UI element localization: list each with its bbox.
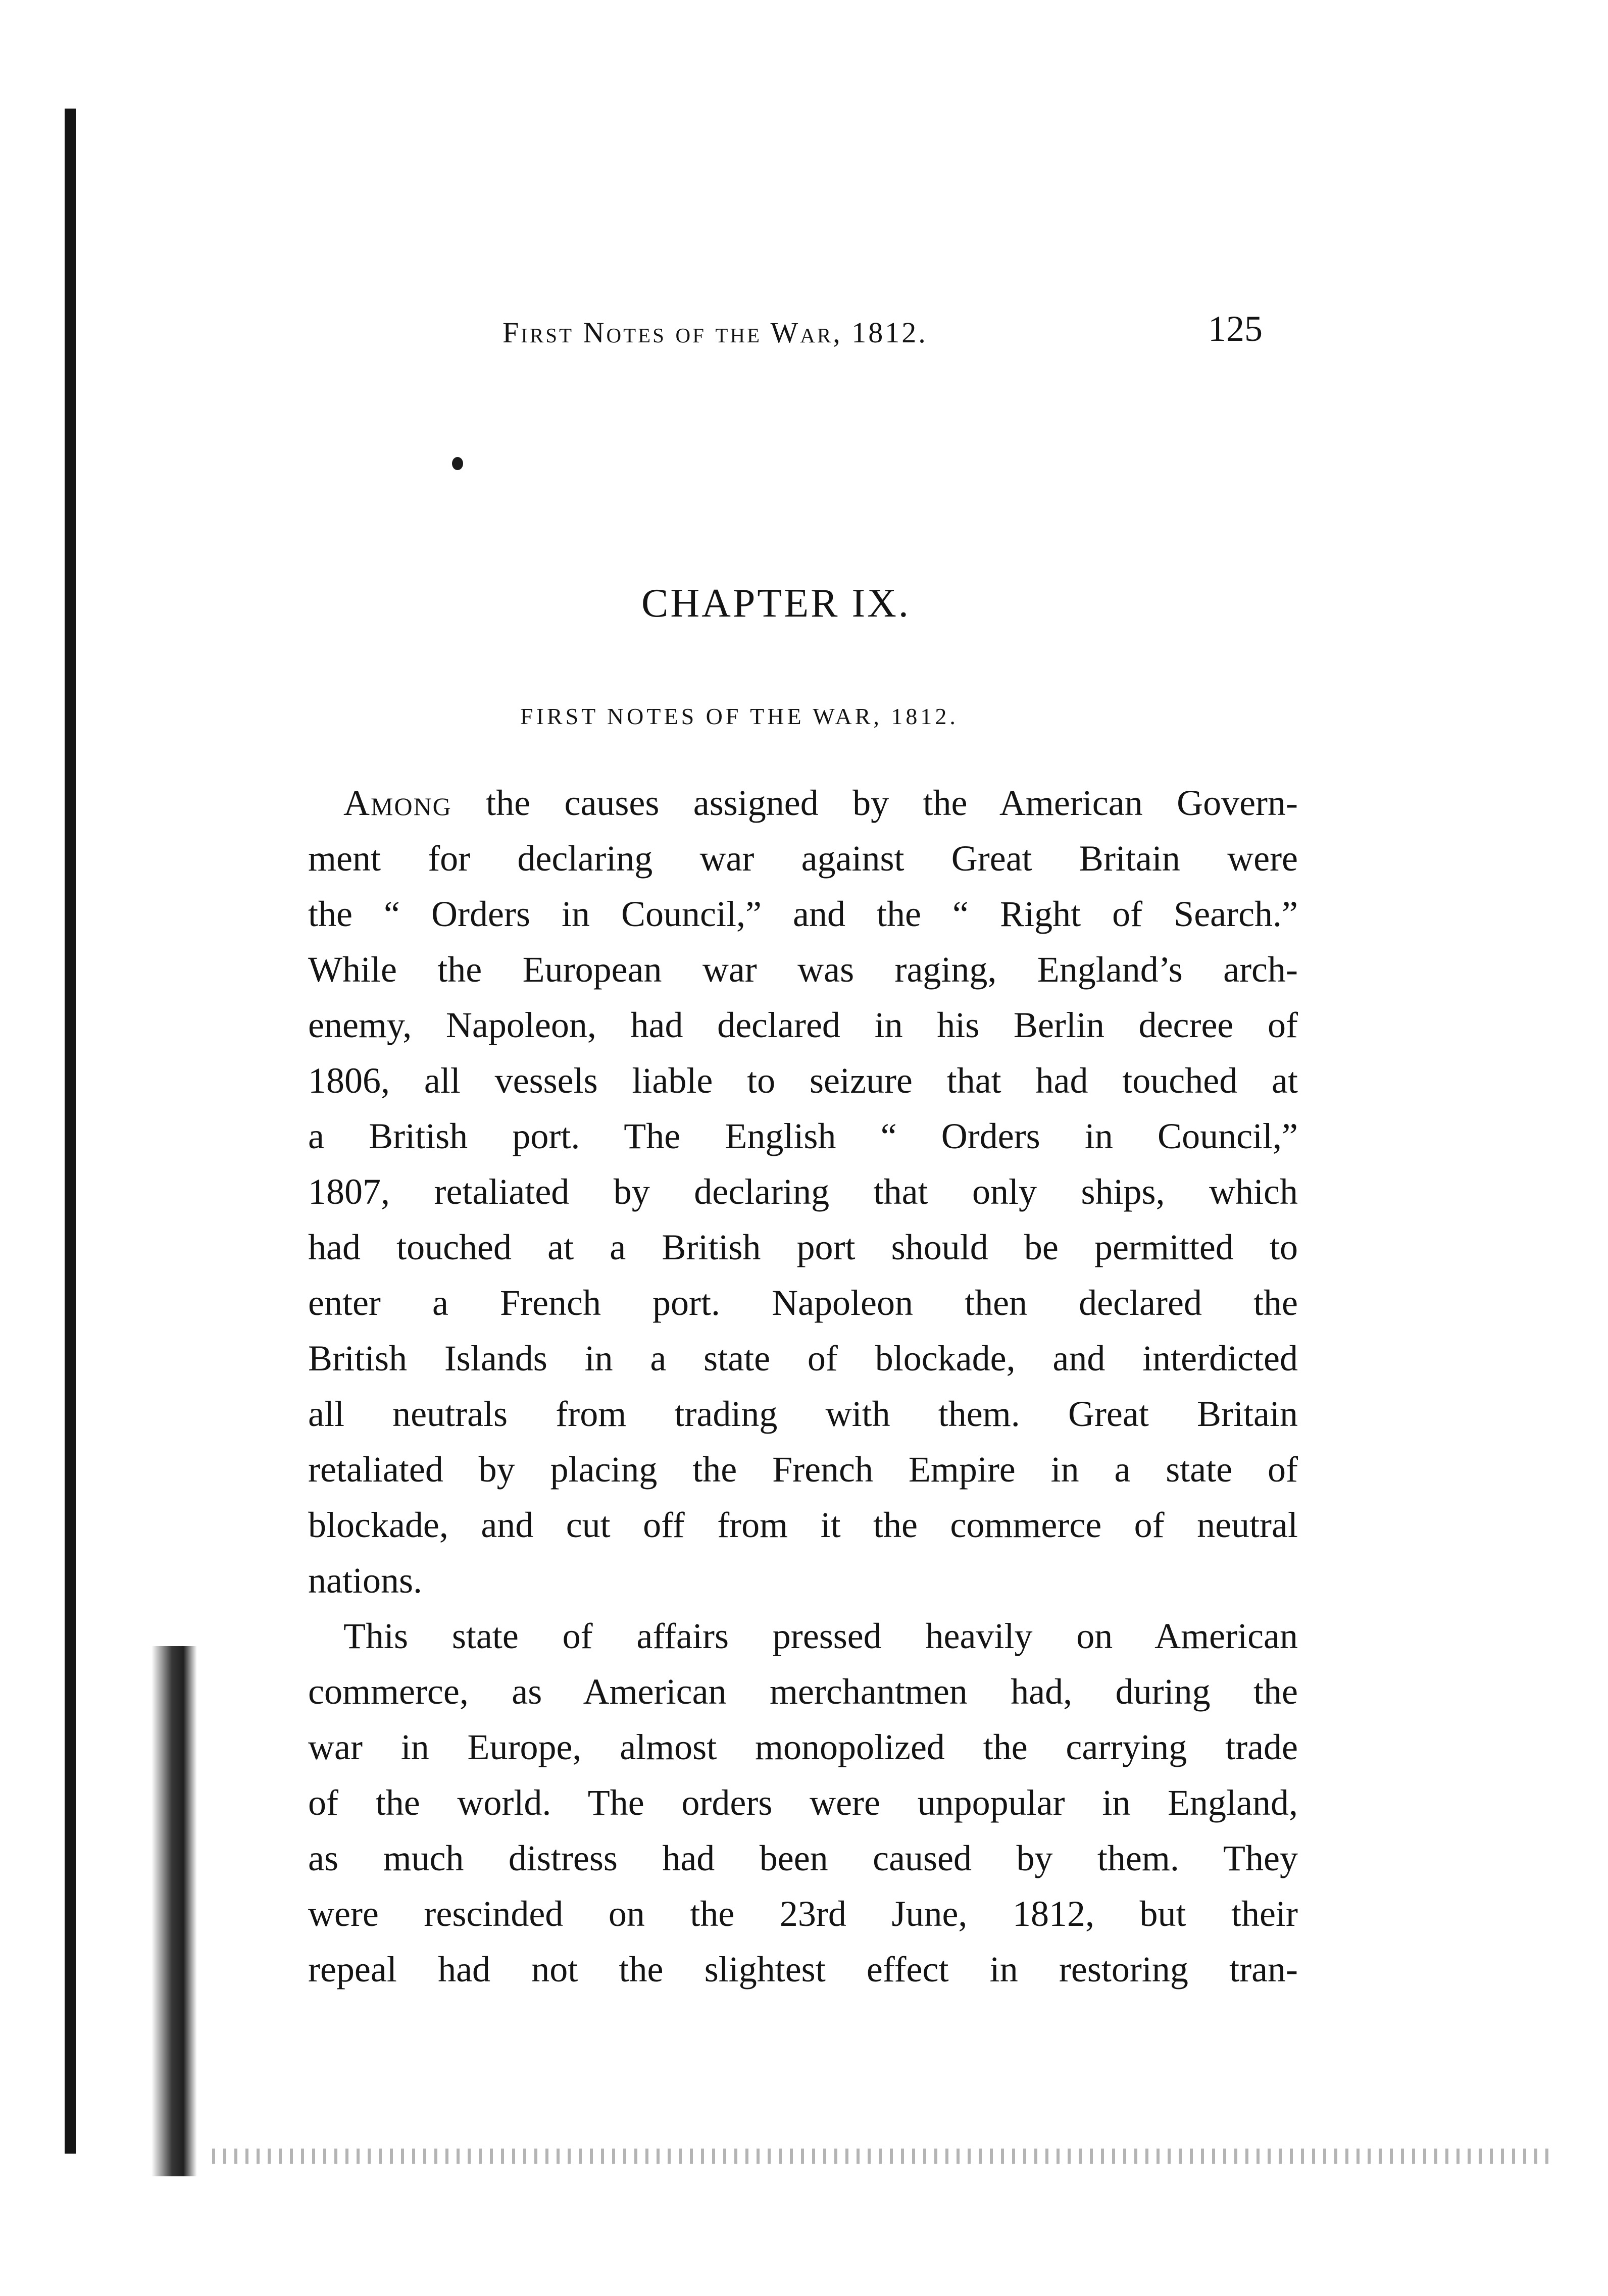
- body-text: [308, 775, 1298, 1997]
- text-line: a British port. The English “ Orders in Council,”: [308, 1116, 1298, 1156]
- text-line: repeal had not the slightest effect in restoring tran-: [308, 1949, 1298, 1989]
- text-line: ment for declaring war against Great Britain were: [308, 838, 1298, 879]
- running-head-title: First Notes of the War, 1812.: [502, 316, 928, 349]
- text-line: 1807, retaliated by declaring that only ships, which: [308, 1171, 1298, 1212]
- ink-dot: [452, 457, 463, 470]
- text-line: all neutrals from trading with them. Great Britain: [308, 1394, 1298, 1434]
- page-number: 125: [1208, 309, 1263, 349]
- text-line: British Islands in a state of blockade, and interdicted: [308, 1338, 1298, 1379]
- text-line: retaliated by placing the French Empire in a state of: [308, 1449, 1298, 1490]
- binding-edge: [65, 109, 76, 2154]
- lead-word: Among: [343, 783, 452, 823]
- text-line: of the world. The orders were unpopular in England,: [308, 1782, 1298, 1823]
- scan-noise: [212, 2149, 1550, 2164]
- text-line: blockade, and cut off from it the commerce of neutral: [308, 1505, 1298, 1545]
- text-line: as much distress had been caused by them. They: [308, 1838, 1298, 1878]
- text-line: Among the causes assigned by the American Govern-: [343, 783, 1298, 823]
- text-line: were rescinded on the 23rd June, 1812, but their: [308, 1894, 1298, 1934]
- chapter-subtitle: FIRST NOTES OF THE WAR, 1812.: [520, 703, 959, 729]
- text-line: enemy, Napoleon, had declared in his Berlin decree of: [308, 1005, 1298, 1045]
- text-line: war in Europe, almost monopolized the carrying trade: [308, 1727, 1298, 1767]
- text-line: the “ Orders in Council,” and the “ Right of Search.”: [308, 894, 1298, 934]
- text-line: enter a French port. Napoleon then declared the: [308, 1283, 1298, 1323]
- text-line: This state of affairs pressed heavily on American: [343, 1616, 1298, 1656]
- text-line: had touched at a British port should be permitted to: [308, 1227, 1298, 1267]
- chapter-title: CHAPTER IX.: [641, 581, 911, 626]
- binding-shadow: [152, 1646, 197, 2176]
- text-line: While the European war was raging, England’s arch-: [308, 949, 1298, 990]
- text-line: 1806, all vessels liable to seizure that had touched at: [308, 1060, 1298, 1101]
- text-line: commerce, as American merchantmen had, during the: [308, 1671, 1298, 1712]
- text-line: nations.: [308, 1560, 422, 1601]
